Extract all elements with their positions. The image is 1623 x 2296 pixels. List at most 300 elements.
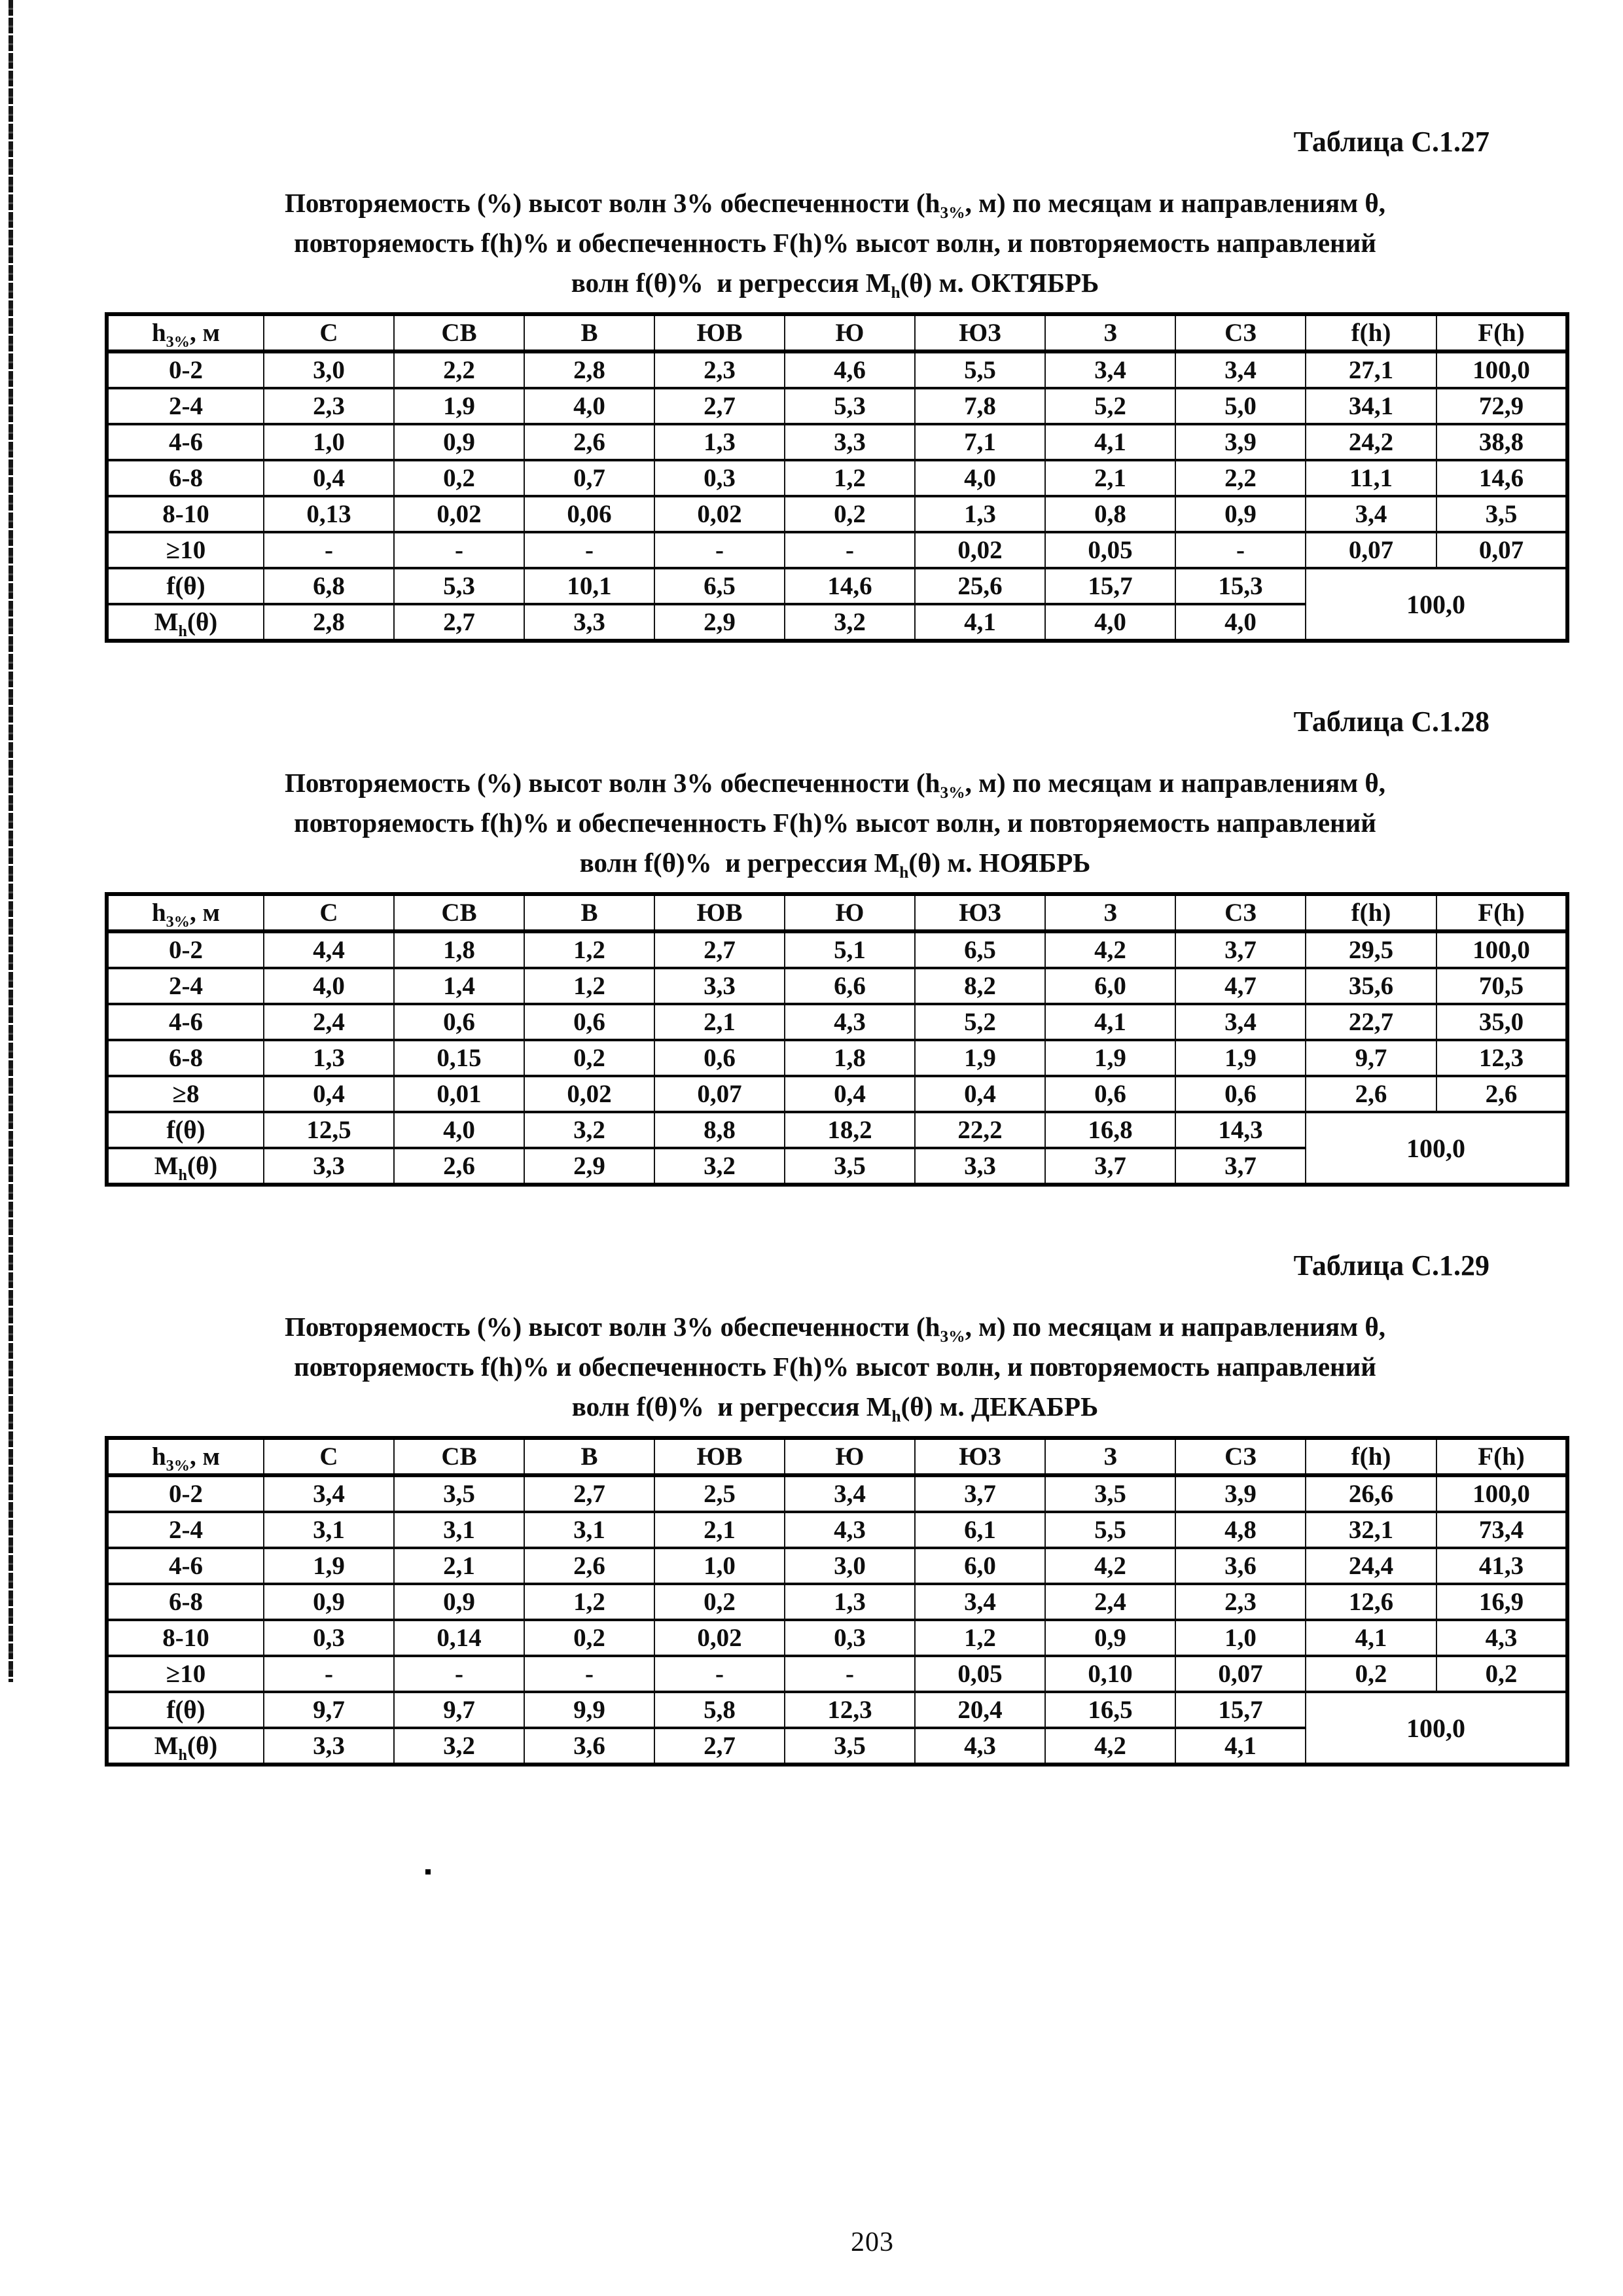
table-cell: 16,5 (1045, 1692, 1175, 1728)
table-cell: 3,7 (1175, 1148, 1306, 1185)
table-cell: 1,3 (264, 1040, 394, 1076)
row-label: 4-6 (107, 424, 264, 460)
row-label: 2-4 (107, 1512, 264, 1548)
table-cell: 3,2 (394, 1728, 524, 1765)
table-cell: 3,9 (1175, 424, 1306, 460)
table-cell: 4,3 (1436, 1620, 1567, 1656)
row-label: f(θ) (107, 568, 264, 604)
table-cell: 0,9 (264, 1584, 394, 1620)
table-cell: 18,2 (785, 1112, 915, 1148)
table-cell: 35,6 (1306, 968, 1436, 1004)
merged-total-cell: 100,0 (1306, 568, 1567, 641)
column-header: В (524, 314, 654, 351)
table-section (105, 126, 1565, 643)
column-header: СЗ (1175, 1438, 1306, 1475)
table-cell: 5,2 (915, 1004, 1045, 1040)
table-cell: 0,02 (394, 496, 524, 532)
table-cell: 3,4 (1045, 351, 1175, 388)
footer-row (107, 568, 1567, 604)
table-cell: 24,2 (1306, 424, 1436, 460)
table-cell: 12,3 (1436, 1040, 1567, 1076)
caption-line: повторяемость f(h)% и обеспеченность F(h)% высот волн, и повторяемость направлений (294, 1352, 1376, 1382)
table-head (107, 1438, 1567, 1475)
row-label: 8-10 (107, 496, 264, 532)
table-cell: 2,7 (654, 1728, 785, 1765)
column-header: З (1045, 894, 1175, 931)
table-cell: 0,2 (524, 1040, 654, 1076)
data-table-wrap (105, 892, 1565, 1187)
table-cell: 3,5 (1045, 1475, 1175, 1512)
column-header: Ю (785, 894, 915, 931)
scan-artifact-line (9, 0, 13, 1682)
table-cell: 0,4 (785, 1076, 915, 1112)
row-label: 0-2 (107, 931, 264, 968)
table-cell: 9,7 (394, 1692, 524, 1728)
subscript: 3% (166, 912, 190, 931)
table-cell: 0,07 (1175, 1656, 1306, 1692)
table-cell: 2,6 (1306, 1076, 1436, 1112)
data-table (105, 892, 1569, 1187)
table-cell: 3,3 (524, 604, 654, 641)
table-cell: 38,8 (1436, 424, 1567, 460)
caption-line: волн f(θ)% и регрессия $M_h(\theta)$ м. НОЯБРЬ (579, 848, 1091, 882)
table-cell: - (1175, 532, 1306, 568)
table-cell: 0,05 (1045, 532, 1175, 568)
table-row (107, 496, 1567, 532)
scan-artifact-dot (425, 1869, 431, 1874)
table-cell: 2,4 (1045, 1584, 1175, 1620)
subscript: h (178, 1166, 187, 1184)
table-cell: 1,8 (394, 931, 524, 968)
column-header: F(h) (1436, 894, 1567, 931)
table-cell: 3,4 (264, 1475, 394, 1512)
table-cell: 4,0 (394, 1112, 524, 1148)
table-cell: 16,8 (1045, 1112, 1175, 1148)
table-head (107, 894, 1567, 931)
table-cell: 15,7 (1045, 568, 1175, 604)
table-cell: 3,1 (264, 1512, 394, 1548)
table-cell: 2,8 (524, 351, 654, 388)
column-header: ЮЗ (915, 894, 1045, 931)
column-header: F(h) (1436, 1438, 1567, 1475)
table-cell: 4,2 (1045, 931, 1175, 968)
table-cell: 3,1 (394, 1512, 524, 1548)
table-cell: 5,1 (785, 931, 915, 968)
table-cell: 0,3 (785, 1620, 915, 1656)
subscript: h (899, 863, 909, 882)
column-header: ЮЗ (915, 314, 1045, 351)
column-header: СЗ (1175, 894, 1306, 931)
table-cell: 4,0 (264, 968, 394, 1004)
table-cell: 41,3 (1436, 1548, 1567, 1584)
table-cell: 0,2 (785, 496, 915, 532)
column-header: Ю (785, 314, 915, 351)
row-label: 0-2 (107, 1475, 264, 1512)
table-cell: 0,13 (264, 496, 394, 532)
table-cell: 1,0 (264, 424, 394, 460)
table-cell: 2,6 (524, 424, 654, 460)
table-cell: 8,2 (915, 968, 1045, 1004)
table-row (107, 1548, 1567, 1584)
table-cell: 0,06 (524, 496, 654, 532)
table-cell: 2,7 (654, 931, 785, 968)
table-cell: 6,0 (915, 1548, 1045, 1584)
table-cell: 4,1 (1306, 1620, 1436, 1656)
table-title: Таблица С.1.28 (1293, 706, 1489, 738)
column-header: ЮВ (654, 894, 785, 931)
page-number: 203 (851, 2227, 894, 2257)
table-title: Таблица С.1.29 (1293, 1249, 1489, 1282)
row-label: ≥8 (107, 1076, 264, 1112)
row-label: 6-8 (107, 1040, 264, 1076)
table-row (107, 1076, 1567, 1112)
subscript: h (891, 283, 901, 302)
table-caption (105, 183, 1565, 303)
footer-row (107, 1112, 1567, 1148)
table-cell: 1,9 (394, 388, 524, 424)
column-header: Ю (785, 1438, 915, 1475)
table-cell: 4,0 (1175, 604, 1306, 641)
table-cell: 12,5 (264, 1112, 394, 1148)
table-cell: 0,6 (394, 1004, 524, 1040)
table-cell: 1,9 (264, 1548, 394, 1584)
table-cell: 22,2 (915, 1112, 1045, 1148)
table-cell: 3,2 (785, 604, 915, 641)
tables-root (105, 126, 1565, 1829)
table-cell: 3,4 (1306, 496, 1436, 532)
table-cell: 12,3 (785, 1692, 915, 1728)
table-cell: 26,6 (1306, 1475, 1436, 1512)
table-cell: - (654, 532, 785, 568)
wave-height-column-header: $h_{3\%}$, м (107, 314, 264, 351)
column-header: СВ (394, 314, 524, 351)
subscript: h (891, 1407, 901, 1426)
table-cell: 15,7 (1175, 1692, 1306, 1728)
table-row (107, 1004, 1567, 1040)
column-header: СВ (394, 894, 524, 931)
table-cell: 6,0 (1045, 968, 1175, 1004)
table-cell: 2,1 (654, 1512, 785, 1548)
table-cell: 2,1 (394, 1548, 524, 1584)
table-cell: 3,2 (654, 1148, 785, 1185)
table-cell: 3,0 (264, 351, 394, 388)
column-header: f(h) (1306, 1438, 1436, 1475)
table-cell: 2,9 (524, 1148, 654, 1185)
table-cell: 2,2 (1175, 460, 1306, 496)
row-label: 6-8 (107, 1584, 264, 1620)
merged-total-cell: 100,0 (1306, 1692, 1567, 1765)
table-section (105, 706, 1565, 1187)
wave-height-column-header: $h_{3\%}$, м (107, 1438, 264, 1475)
table-cell: 6,1 (915, 1512, 1045, 1548)
column-header: В (524, 894, 654, 931)
table-cell: 0,07 (654, 1076, 785, 1112)
table-cell: 0,3 (264, 1620, 394, 1656)
table-cell: 2,7 (394, 604, 524, 641)
table-cell: 2,6 (524, 1548, 654, 1584)
data-table-wrap (105, 1436, 1565, 1767)
wave-height-column-header: $h_{3\%}$, м (107, 894, 264, 931)
table-cell: - (394, 532, 524, 568)
table-cell: 6,8 (264, 568, 394, 604)
table-cell: 10,1 (524, 568, 654, 604)
table-cell: 4,2 (1045, 1728, 1175, 1765)
table-body (107, 1475, 1567, 1765)
table-cell: 5,8 (654, 1692, 785, 1728)
row-label: 4-6 (107, 1548, 264, 1584)
table-cell: 6,5 (654, 568, 785, 604)
table-cell: - (264, 532, 394, 568)
merged-total-cell: 100,0 (1306, 1112, 1567, 1185)
table-cell: 3,4 (1175, 1004, 1306, 1040)
row-label: $M_h(\theta)$ (107, 604, 264, 641)
table-row (107, 931, 1567, 968)
table-cell: 2,5 (654, 1475, 785, 1512)
table-cell: 0,07 (1436, 532, 1567, 568)
table-cell: 2,4 (264, 1004, 394, 1040)
table-cell: 3,5 (1436, 496, 1567, 532)
table-cell: 1,4 (394, 968, 524, 1004)
table-cell: 4,3 (785, 1004, 915, 1040)
table-cell: 2,7 (654, 388, 785, 424)
table-cell: 0,9 (394, 1584, 524, 1620)
table-cell: 2,1 (1045, 460, 1175, 496)
table-cell: 1,3 (915, 496, 1045, 532)
table-cell: 0,2 (524, 1620, 654, 1656)
table-cell: 2,3 (1175, 1584, 1306, 1620)
column-header: В (524, 1438, 654, 1475)
table-cell: 3,3 (915, 1148, 1045, 1185)
header-row (107, 314, 1567, 351)
column-header: f(h) (1306, 894, 1436, 931)
table-cell: 2,3 (264, 388, 394, 424)
row-label: 8-10 (107, 1620, 264, 1656)
table-cell: 5,2 (1045, 388, 1175, 424)
header-row (107, 1438, 1567, 1475)
table-cell: 1,2 (524, 968, 654, 1004)
table-caption (105, 763, 1565, 883)
row-label: 2-4 (107, 968, 264, 1004)
table-cell: 4,7 (1175, 968, 1306, 1004)
table-cell: 25,6 (915, 568, 1045, 604)
table-cell: 6,6 (785, 968, 915, 1004)
table-cell: 0,9 (1175, 496, 1306, 532)
table-cell: 5,5 (915, 351, 1045, 388)
table-cell: 2,2 (394, 351, 524, 388)
table-cell: 4,4 (264, 931, 394, 968)
caption-line: волн f(θ)% и регрессия $M_h(\theta)$ м. ОКТЯБРЬ (571, 268, 1099, 302)
table-cell: 3,5 (394, 1475, 524, 1512)
subscript: h (178, 1746, 187, 1764)
table-cell: 3,5 (785, 1148, 915, 1185)
table-cell: 4,1 (1045, 1004, 1175, 1040)
table-cell: 14,6 (1436, 460, 1567, 496)
table-cell: 3,0 (785, 1548, 915, 1584)
subscript: h (178, 622, 187, 640)
row-label: ≥10 (107, 532, 264, 568)
row-label: 0-2 (107, 351, 264, 388)
column-header: З (1045, 314, 1175, 351)
table-row (107, 388, 1567, 424)
table-cell: 2,1 (654, 1004, 785, 1040)
table-cell: 9,7 (1306, 1040, 1436, 1076)
table-cell: 2,6 (1436, 1076, 1567, 1112)
table-cell: 34,1 (1306, 388, 1436, 424)
row-label: 4-6 (107, 1004, 264, 1040)
table-cell: 0,4 (264, 460, 394, 496)
table-cell: 4,3 (785, 1512, 915, 1548)
table-cell: 0,02 (654, 496, 785, 532)
table-cell: 1,3 (654, 424, 785, 460)
table-row (107, 532, 1567, 568)
caption-line: повторяемость f(h)% и обеспеченность F(h)% высот волн, и повторяемость направлений (294, 808, 1376, 838)
table-cell: 0,05 (915, 1656, 1045, 1692)
table-cell: 0,9 (394, 424, 524, 460)
table-cell: 1,0 (654, 1548, 785, 1584)
table-cell: 12,6 (1306, 1584, 1436, 1620)
table-cell: 14,3 (1175, 1112, 1306, 1148)
table-cell: 0,2 (394, 460, 524, 496)
table-cell: 3,3 (785, 424, 915, 460)
table-cell: 70,5 (1436, 968, 1567, 1004)
table-cell: 1,2 (915, 1620, 1045, 1656)
table-cell: 0,01 (394, 1076, 524, 1112)
table-row (107, 460, 1567, 496)
row-label: $M_h(\theta)$ (107, 1728, 264, 1765)
table-cell: 9,7 (264, 1692, 394, 1728)
column-header: С (264, 314, 394, 351)
table-cell: - (785, 532, 915, 568)
row-label: f(θ) (107, 1692, 264, 1728)
table-head (107, 314, 1567, 351)
table-cell: 0,02 (524, 1076, 654, 1112)
table-cell: 72,9 (1436, 388, 1567, 424)
table-cell: - (785, 1656, 915, 1692)
table-cell: 1,9 (1045, 1040, 1175, 1076)
table-cell: 9,9 (524, 1692, 654, 1728)
row-label: f(θ) (107, 1112, 264, 1148)
table-cell: 14,6 (785, 568, 915, 604)
table-cell: 3,7 (1045, 1148, 1175, 1185)
table-cell: 0,2 (654, 1584, 785, 1620)
table-row (107, 424, 1567, 460)
subscript: 3% (166, 332, 190, 351)
table-cell: 5,3 (785, 388, 915, 424)
table-cell: 4,8 (1175, 1512, 1306, 1548)
table-row (107, 1475, 1567, 1512)
table-row (107, 968, 1567, 1004)
table-cell: 5,3 (394, 568, 524, 604)
table-cell: 27,1 (1306, 351, 1436, 388)
table-cell: 0,02 (654, 1620, 785, 1656)
table-cell: 3,3 (264, 1728, 394, 1765)
table-cell: 3,5 (785, 1728, 915, 1765)
table-cell: 7,1 (915, 424, 1045, 460)
row-label: 6-8 (107, 460, 264, 496)
table-cell: 0,3 (654, 460, 785, 496)
table-cell: 3,9 (1175, 1475, 1306, 1512)
table-cell: 73,4 (1436, 1512, 1567, 1548)
table-cell: 1,8 (785, 1040, 915, 1076)
table-cell: 6,5 (915, 931, 1045, 968)
table-cell: 4,0 (1045, 604, 1175, 641)
table-cell: 2,6 (394, 1148, 524, 1185)
table-cell: 0,2 (1436, 1656, 1567, 1692)
table-row (107, 351, 1567, 388)
table-cell: 20,4 (915, 1692, 1045, 1728)
caption-line: Повторяемость (%) высот волн 3% обеспеченности ($h_{3\%}$, м) по месяцам и направлениям θ, (284, 768, 1386, 802)
subscript: 3% (940, 204, 965, 223)
column-header: ЮВ (654, 314, 785, 351)
table-cell: 3,4 (1175, 351, 1306, 388)
table-cell: 8,8 (654, 1112, 785, 1148)
table-cell: 0,6 (1175, 1076, 1306, 1112)
table-cell: 15,3 (1175, 568, 1306, 604)
data-table (105, 1436, 1569, 1767)
table-cell: 3,2 (524, 1112, 654, 1148)
table-cell: - (524, 532, 654, 568)
table-cell: 0,6 (654, 1040, 785, 1076)
table-cell: 1,0 (1175, 1620, 1306, 1656)
table-cell: 5,0 (1175, 388, 1306, 424)
table-cell: 0,6 (524, 1004, 654, 1040)
table-cell: 0,4 (915, 1076, 1045, 1112)
table-section (105, 1249, 1565, 1767)
table-title: Таблица С.1.27 (1293, 126, 1489, 158)
table-cell: 0,15 (394, 1040, 524, 1076)
table-cell: 5,5 (1045, 1512, 1175, 1548)
subscript: 3% (166, 1456, 190, 1475)
table-cell: 100,0 (1436, 1475, 1567, 1512)
table-cell: 16,9 (1436, 1584, 1567, 1620)
table-cell: - (264, 1656, 394, 1692)
table-row (107, 1040, 1567, 1076)
row-label: 2-4 (107, 388, 264, 424)
caption-line: Повторяемость (%) высот волн 3% обеспеченности ($h_{3\%}$, м) по месяцам и направлениям θ, (284, 188, 1386, 223)
table-cell: 1,9 (915, 1040, 1045, 1076)
table-body (107, 931, 1567, 1185)
table-cell: 0,7 (524, 460, 654, 496)
table-cell: 3,3 (264, 1148, 394, 1185)
data-table (105, 312, 1569, 643)
row-label: $M_h(\theta)$ (107, 1148, 264, 1185)
header-row (107, 894, 1567, 931)
table-cell: 4,3 (915, 1728, 1045, 1765)
subscript: 3% (940, 1327, 965, 1346)
column-header: СВ (394, 1438, 524, 1475)
table-cell: 2,7 (524, 1475, 654, 1512)
column-header: С (264, 1438, 394, 1475)
table-cell: 100,0 (1436, 931, 1567, 968)
table-cell: 4,0 (915, 460, 1045, 496)
column-header: СЗ (1175, 314, 1306, 351)
column-header: F(h) (1436, 314, 1567, 351)
caption-line: Повторяемость (%) высот волн 3% обеспеченности ($h_{3\%}$, м) по месяцам и направлениям θ, (284, 1312, 1386, 1346)
table-cell: 32,1 (1306, 1512, 1436, 1548)
table-cell: 1,2 (524, 1584, 654, 1620)
table-cell: 0,2 (1306, 1656, 1436, 1692)
table-cell: 2,8 (264, 604, 394, 641)
table-cell: 3,7 (1175, 931, 1306, 968)
table-row (107, 1656, 1567, 1692)
table-cell: 3,7 (915, 1475, 1045, 1512)
column-header: С (264, 894, 394, 931)
table-cell: - (524, 1656, 654, 1692)
table-cell: 100,0 (1436, 351, 1567, 388)
table-cell: 3,1 (524, 1512, 654, 1548)
table-cell: 1,3 (785, 1584, 915, 1620)
table-cell: 2,3 (654, 351, 785, 388)
